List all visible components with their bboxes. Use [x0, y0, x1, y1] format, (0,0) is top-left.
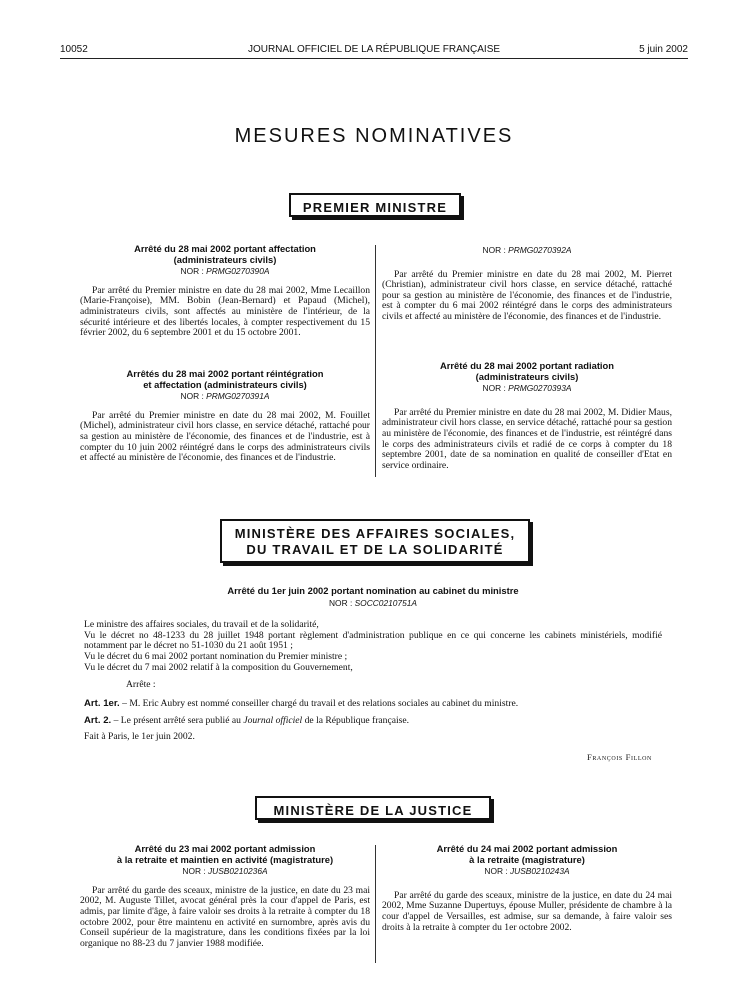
nor-reference: NOR : PRMG0270391A — [180, 391, 270, 402]
ministry-name: MINISTÈRE DE LA JUSTICE — [273, 803, 473, 818]
column-divider — [375, 245, 376, 477]
article-justice-2 — [382, 844, 672, 933]
article-body: Par arrêté du garde des sceaux, ministre de la justice, en date du 23 mai 2002, M. Auguste Tillet, avocat général près la cour d'appel de Paris, est admis, par limite d'âge, à faire valoir ses droits à la retraite à compter du 18 octobre 2002, pour être maintenu en activité en surnombre, après avis du Conseil supérieur de la magistrature, dans les conditions fixées par la loi organique no 88-23 du 7 janvier 1988 modifiée. — [80, 884, 370, 949]
ministry-box-premier — [289, 193, 461, 217]
article-premier-1 — [80, 244, 370, 339]
article-title: Arrêté du 23 mai 2002 portant admission à la retraite et maintien en activité (magistrature) — [116, 843, 334, 865]
nor-reference: NOR : PRMG0270390A — [180, 266, 270, 277]
article-title: Arrêté du 1er juin 2002 portant nomination au cabinet du ministre — [227, 585, 519, 596]
page-number: 10052 — [60, 44, 88, 55]
ministry-name: PREMIER MINISTRE — [302, 200, 448, 215]
article-body: Par arrêté du Premier ministre en date du 28 mai 2002, M. Fouillet (Michel), administrateur civil hors classe, en service détaché, rattaché pour sa gestion au ministère de l'économie, des finances et de l'industrie, est à compter du 10 juin 2002 réintégré dans le corps des administrateurs civils et affecté au ministère de l'économie, des finances et de l'industrie. — [80, 409, 370, 464]
visa-line: Le ministre des affaires sociales, du travail et de la solidarité, — [84, 619, 319, 631]
article-title: Arrêté du 28 mai 2002 portant radiation (administrateurs civils) — [439, 360, 614, 382]
running-header — [60, 44, 688, 59]
article-body: Par arrêté du garde des sceaux, ministre de la justice, en date du 24 mai 2002, Mme Suzanne Dupertuys, épouse Muller, présidente de chambre à la cour d'appel de Versailles, est admise, sur sa demande, à faire valoir ses droits à la retraite à compter du 1er octobre 2002. — [382, 889, 672, 933]
article-justice-1 — [80, 844, 370, 949]
article-body: Par arrêté du Premier ministre en date du 28 mai 2002, M. Didier Maus, administrateur civil hors classe, en service détaché, rattaché pour sa gestion au ministère de l'économie, des finances et de l'industrie, est réintégré dans le corps des administrateurs civils et radié de ce corps à compter du 18 septembre 2001, date de sa nomination en qualité de conseiller d'Etat en service ordinaire. — [382, 406, 672, 471]
column-divider — [375, 845, 376, 963]
ministry-box-social — [220, 519, 530, 563]
visa-line: Vu le décret du 7 mai 2002 relatif à la composition du Gouvernement, — [84, 661, 353, 673]
article-premier-4 — [382, 361, 672, 471]
article-title: Arrêté du 24 mai 2002 portant admission à la retraite (magistrature) — [436, 843, 618, 865]
article-2: Art. 2. – Le présent arrêté sera publié au Journal officiel de la République française. — [84, 715, 410, 727]
article-title: Arrêtés du 28 mai 2002 portant réintégration et affectation (administrateurs civils) — [126, 368, 324, 390]
visa-line: Vu le décret du 6 mai 2002 portant nomination du Premier ministre ; — [84, 650, 348, 662]
ministry-name-line1: MINISTÈRE DES AFFAIRES SOCIALES, — [234, 526, 516, 541]
visas — [84, 620, 662, 673]
article-title: Arrêté du 28 mai 2002 portant affectation (administrateurs civils) — [134, 243, 316, 265]
journal-title: JOURNAL OFFICIEL DE LA RÉPUBLIQUE FRANÇAISE — [247, 44, 501, 55]
ministry-box-justice — [255, 796, 491, 820]
ministry-name-line2: DU TRAVAIL ET DE LA SOLIDARITÉ — [246, 542, 504, 557]
article-body: Par arrêté du Premier ministre en date du 28 mai 2002, M. Pierret (Christian), administrateur civil hors classe, en service détaché, rattaché pour sa gestion au ministère de l'économie, des finances et de l'industrie, est à compter du 6 mai 2002 réintégré dans le corps des administrateurs civils et affecté au ministère de l'économie, des finances et de l'industrie. — [382, 268, 672, 322]
article-1: Art. 1er. – M. Eric Aubry est nommé conseiller chargé du travail et des relations sociales au cabinet du ministre. — [84, 697, 519, 709]
section-title: MESURES NOMINATIVES — [234, 125, 514, 147]
signature: François Fillon — [586, 752, 652, 762]
article-premier-3 — [382, 244, 672, 323]
nor-reference: NOR : PRMG0270393A — [482, 383, 572, 394]
issue-date: 5 juin 2002 — [639, 44, 688, 55]
nor-reference: NOR : JUSB0210243A — [484, 866, 570, 877]
visa-line: Vu le décret no 48-1233 du 28 juillet 1948 portant règlement d'administration publique en ce qui concerne les cabinets ministériels, modifié notamment par le décret no 51-1030 du 21 août 1951 ; — [84, 629, 662, 652]
arrete-formula: Arrête : — [126, 679, 156, 691]
nor-reference: NOR : JUSB0210236A — [182, 866, 268, 877]
article-premier-2 — [80, 369, 370, 464]
nor-reference: NOR : SOCC0210751A — [329, 597, 417, 608]
nor-reference: NOR : PRMG0270392A — [482, 245, 572, 255]
signature-place-date: Fait à Paris, le 1er juin 2002. — [84, 730, 195, 742]
article-social — [84, 586, 662, 743]
article-body: Par arrêté du Premier ministre en date du 28 mai 2002, Mme Lecaillon (Marie-Françoise), MM. Bobin (Jean-Bernard) et Papaud (Michel), administrateurs civils, sont affectés au ministère de l'intérieur, de la sécurité intérieure et des libertés locales, à compter respectivement du 15 février 2002, du 6 septembre 2001 et du 15 octobre 2001. — [80, 284, 370, 339]
